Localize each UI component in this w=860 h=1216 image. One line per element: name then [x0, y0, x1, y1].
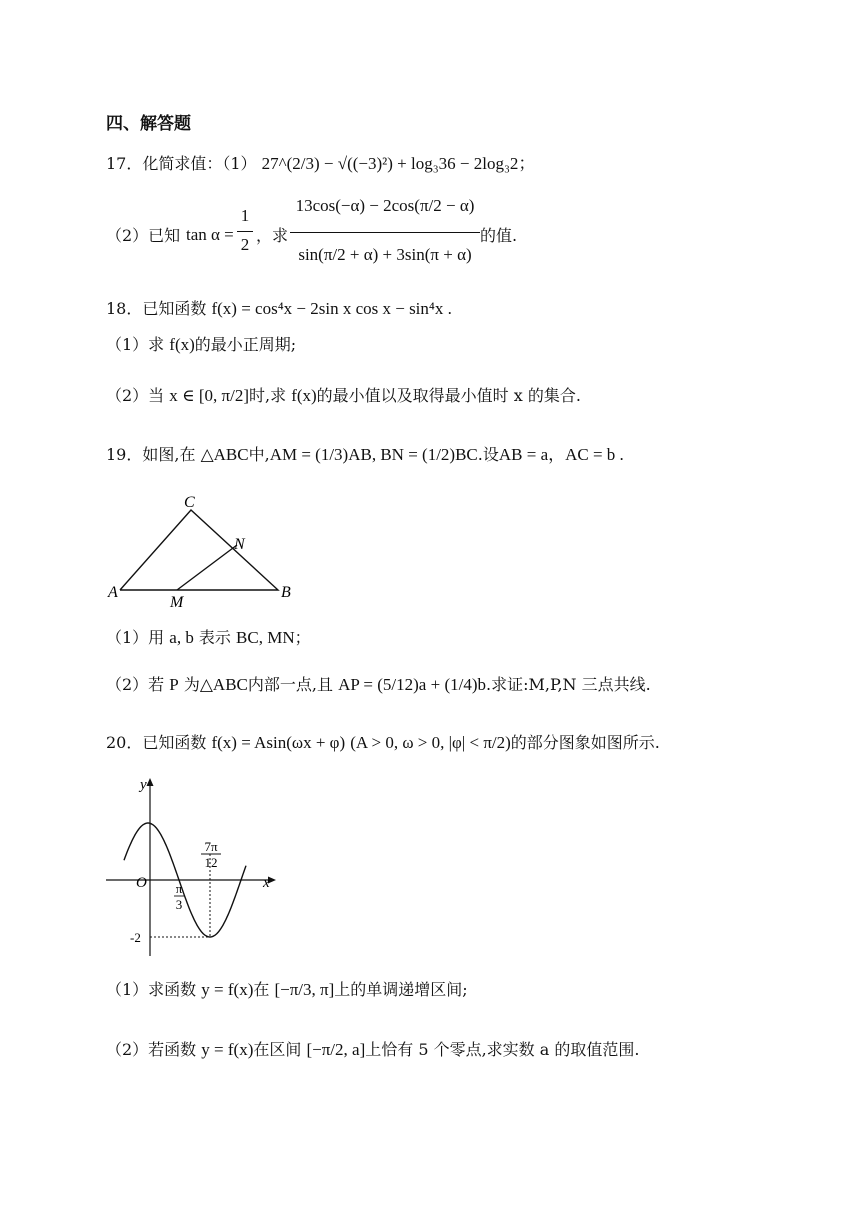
q20-part1 [106, 980, 468, 1000]
label-m: M [170, 594, 184, 611]
q20-stem-prefix: 已知函数 [142, 733, 207, 752]
label-b: B [281, 584, 291, 601]
q17-fraction-bar [290, 232, 480, 233]
q20-part1-prefix: （1）求函数 [106, 980, 197, 999]
y-min-label: -2 [130, 930, 141, 945]
q20-stem-formula: f(x) = Asin(ωx + φ) [211, 733, 346, 752]
q19-part2-prefix: （2）若 [106, 675, 165, 694]
q18-part1-fx: f(x) [169, 335, 195, 354]
q19-stem [106, 445, 624, 465]
q17-part1-expression: 27^(2/3) − √((−3)²) + log₃36 − 2log₃2； [261, 154, 536, 173]
q19-part1-mid: 表示 [198, 628, 231, 647]
q18-number: 18． [106, 299, 143, 318]
q20-part2-formula: y = f(x) [201, 1040, 254, 1059]
q18-stem [106, 299, 452, 319]
origin-label: O [136, 875, 147, 891]
q19-part2-triangle: △ABC [199, 675, 248, 694]
label-n: N [234, 536, 245, 553]
section-title: 四、解答题 [106, 114, 191, 134]
q20-part2-suffix: 上恰有 5 个零点,求实数 a 的取值范围. [365, 1040, 640, 1059]
q19-set-text: .设 [477, 445, 499, 464]
q19-relation2: AB = a，AC = b . [498, 445, 624, 464]
q20-stem [106, 733, 660, 753]
q17-fraction-denominator: sin(π/2 + α) + 3sin(π + α) [298, 245, 472, 264]
q19-part1-suffix: ； [294, 628, 311, 647]
q19-part2-mid: 为 [183, 675, 200, 694]
q19-number: 19． [106, 445, 143, 464]
q17-number: 17． [106, 154, 143, 173]
y-label: y [140, 777, 147, 793]
q19-triangle-figure [100, 488, 310, 612]
q19-stem-prefix: 如图,在 [142, 445, 196, 464]
q18-part2 [106, 386, 581, 406]
triangle-abc-outline [120, 510, 278, 590]
q17-tan-fraction-bar [237, 231, 253, 232]
q18-part2-prefix: （2）当 [106, 386, 165, 405]
q18-stem-formula: f(x) = cos⁴x − 2sin x cos x − sin⁴x . [211, 299, 452, 318]
q17-tan-denominator: 2 [240, 235, 250, 254]
q20-part2-prefix: （2）若函数 [106, 1040, 197, 1059]
q17-tan-text: tan α = [186, 225, 234, 244]
q19-part1 [106, 628, 311, 648]
q20-number: 20． [106, 733, 143, 752]
q19-stem-mid: 中, [248, 445, 270, 464]
q17-part2-prefix: （2）已知 [106, 226, 181, 245]
q20-part1-suffix: 上的单调递增区间; [334, 980, 468, 999]
q20-part1-mid: 在 [253, 980, 270, 999]
q19-part1-prefix: （1）用 [106, 628, 165, 647]
tick-pi3-numerator: π [175, 881, 183, 896]
q18-part2-suffix: 的最小值以及取得最小值时 x 的集合. [316, 386, 581, 405]
x-label: x [263, 875, 270, 891]
q19-triangle: △ABC [200, 445, 249, 464]
q19-part1-targets: BC, MN [236, 628, 295, 647]
segment-mn [177, 545, 237, 590]
y-axis-arrow [147, 778, 154, 786]
q17-tan-numerator: 1 [240, 206, 250, 225]
q19-part1-vectors: a, b [169, 628, 194, 647]
q18-part2-fx: f(x) [291, 386, 317, 405]
q18-part2-interval: x ∈ [0, π/2] [169, 386, 249, 405]
tick-7pi12-numerator: 7π [204, 839, 218, 854]
q18-stem-text: 已知函数 [142, 299, 207, 318]
q18-part1-prefix: （1）求 [106, 335, 165, 354]
q18-part2-mid: 时,求 [249, 386, 287, 405]
q17-fraction-numerator: 13cos(−α) − 2cos(π/2 − α) [295, 196, 475, 215]
q19-part2-suffix: .求证:M,P,N 三点共线. [486, 675, 651, 694]
q19-part2-ap: AP = (5/12)a + (1/4)b [338, 675, 486, 694]
q20-part2-mid: 在区间 [253, 1040, 302, 1059]
q20-part2 [106, 1040, 639, 1060]
q17-suffix: 的值. [480, 226, 518, 245]
q20-stem-suffix: 的部分图象如图所示. [510, 733, 660, 752]
tick-7pi12-denominator: 12 [204, 855, 218, 870]
q17-intro: 化简求值：（1） [142, 154, 257, 173]
q19-part2-mid2: 内部一点,且 [247, 675, 333, 694]
q18-part1-suffix: 的最小正周期; [194, 335, 297, 354]
q20-part1-formula: y = f(x) [201, 980, 254, 999]
q20-part1-interval: [−π/3, π] [274, 980, 335, 999]
label-a: A [108, 584, 118, 601]
q19-part2-p: P [169, 675, 179, 694]
tick-pi3-denominator: 3 [175, 897, 183, 912]
q20-graph-figure [100, 772, 290, 960]
q17-line1 [106, 154, 535, 174]
q18-part1 [106, 335, 296, 355]
q20-part2-interval: [−π/2, a] [306, 1040, 366, 1059]
q17-mid-text: ，求 [256, 226, 289, 245]
label-c: C [184, 494, 195, 511]
q19-relation1: AM = (1/3)AB, BN = (1/2)BC [269, 445, 478, 464]
q19-part2 [106, 675, 651, 695]
q20-stem-condition: (A > 0, ω > 0, |φ| < π/2) [350, 733, 511, 752]
